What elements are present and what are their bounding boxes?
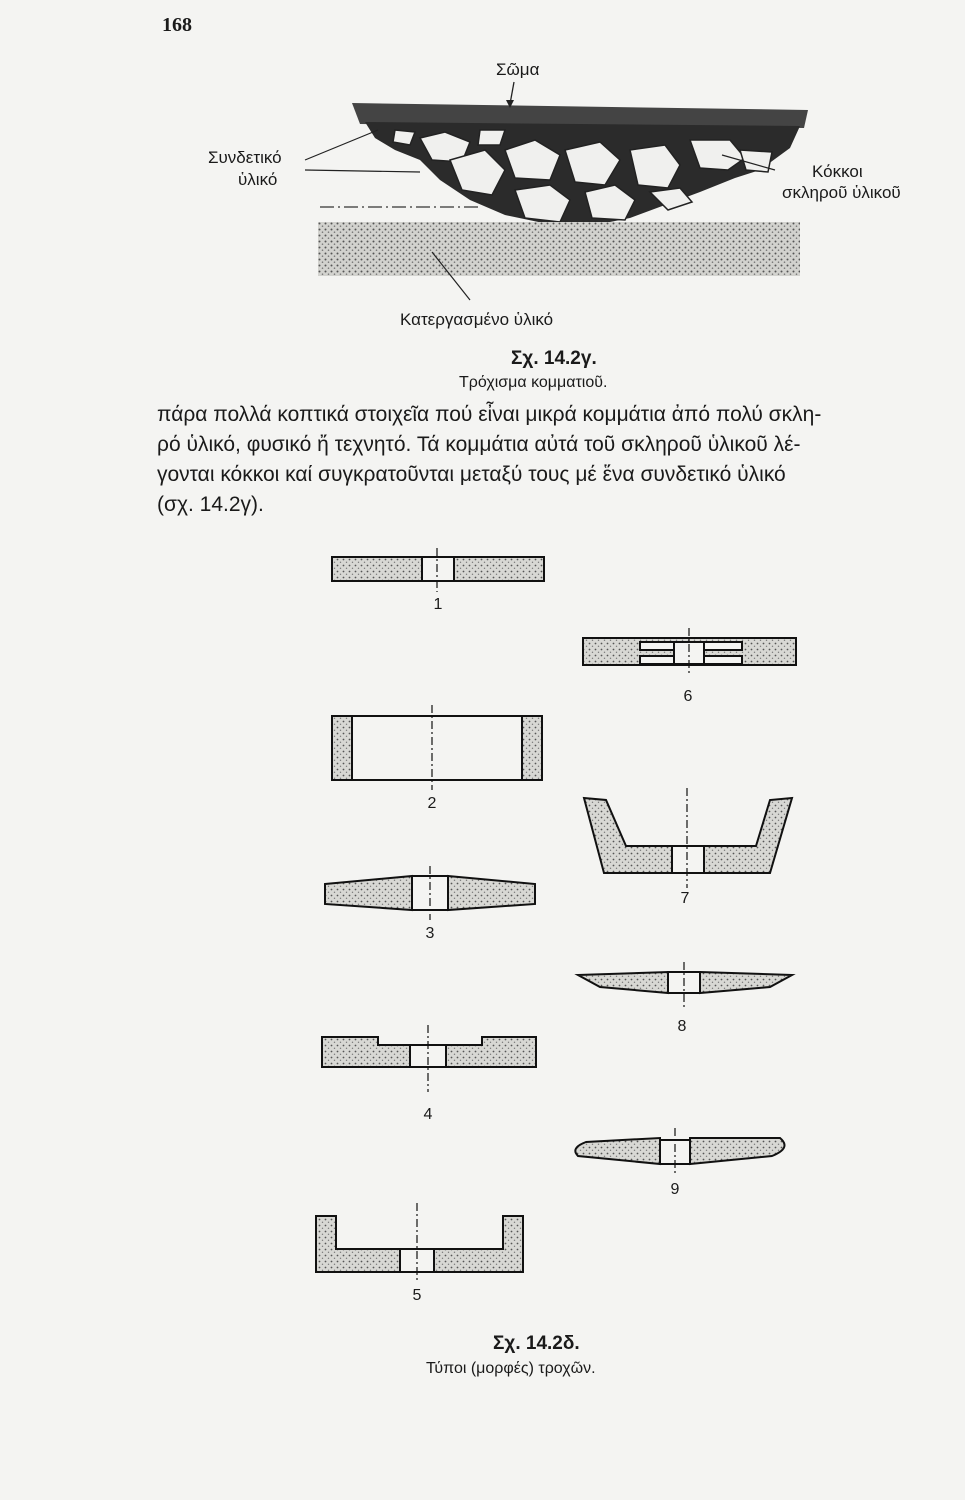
wheel-8 xyxy=(578,962,792,1008)
figure-caption-subtitle: Τύποι (μορφές) τροχῶν. xyxy=(426,1360,596,1377)
grains-label-2: σκληροῦ ὑλικοῦ xyxy=(782,183,901,202)
binder-label-2: ὑλικό xyxy=(238,170,278,189)
paragraph-line: ρό ὑλικό, φυσικό ἤ τεχνητό. Τά κομμάτια αὐτά τοῦ σκληροῦ ὑλικοῦ λέ- xyxy=(157,433,801,456)
wheel-label-4: 4 xyxy=(423,1106,433,1123)
wheel-3 xyxy=(325,866,535,920)
body-label: Σῶμα xyxy=(496,60,540,79)
workpiece-label: Κατεργασμένο ὑλικό xyxy=(400,310,554,329)
wheel-label-9: 9 xyxy=(670,1181,680,1198)
paragraph-line: γονται κόκκοι καί συγκρατοῦνται μεταξύ τους μέ ἕνα συνδετικό ὑλικό xyxy=(157,463,786,486)
figure-caption-title: Σχ. 14.2γ. xyxy=(511,348,597,369)
wheel-label-1: 1 xyxy=(433,596,443,613)
binder-label: Συνδετικό xyxy=(208,148,282,167)
figure-caption-title: Σχ. 14.2δ. xyxy=(493,1333,580,1354)
paragraph-line: (σχ. 14.2γ). xyxy=(157,493,264,516)
wheel-label-8: 8 xyxy=(677,1018,687,1035)
wheel-7 xyxy=(584,788,792,888)
page-number: 168 xyxy=(162,14,192,36)
wheel-label-3: 3 xyxy=(425,925,435,942)
wheel-label-2: 2 xyxy=(427,795,437,812)
wheel-2 xyxy=(332,705,542,790)
wheel-5 xyxy=(316,1203,523,1282)
wheel-label-5: 5 xyxy=(412,1287,422,1304)
wheel-1 xyxy=(332,548,544,592)
wheel-label-7: 7 xyxy=(680,890,690,907)
wheel-9 xyxy=(575,1128,784,1176)
grains-label: Κόκκοι xyxy=(812,162,863,181)
wheel-6 xyxy=(583,628,796,676)
wheel-4 xyxy=(322,1025,536,1092)
wheel-label-6: 6 xyxy=(683,688,693,705)
figure-caption-subtitle: Τρόχισμα κομματιοῦ. xyxy=(459,374,608,391)
paragraph-line: πάρα πολλά κοπτικά στοιχεῖα πού εἶναι μικρά κομμάτια ἀπό πολύ σκλη- xyxy=(157,403,822,426)
